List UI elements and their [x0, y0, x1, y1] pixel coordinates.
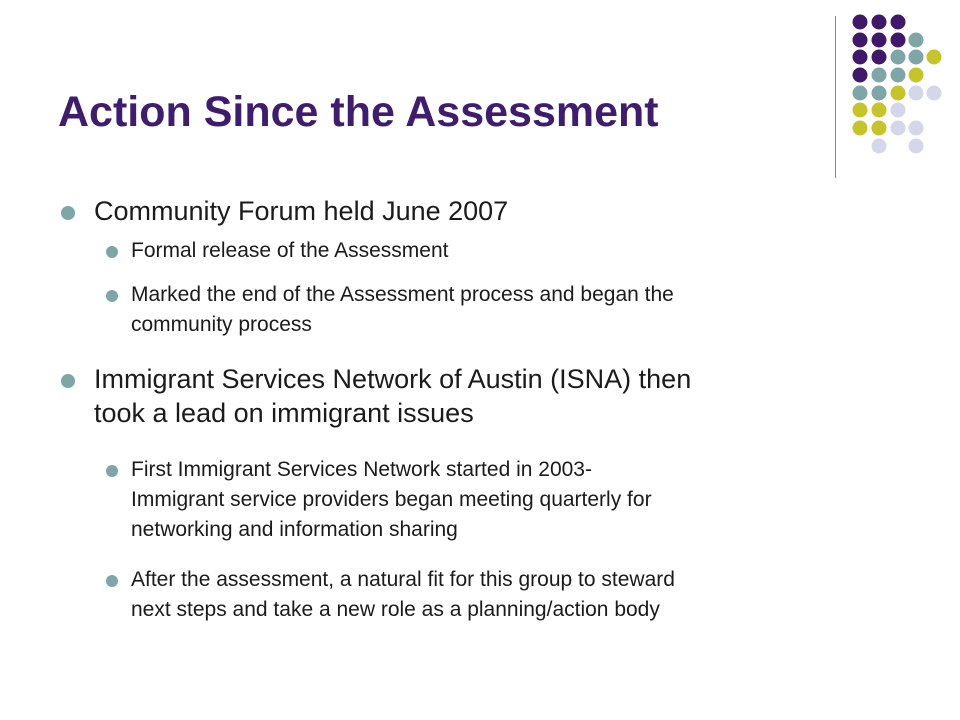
dot — [909, 33, 924, 48]
bullet-icon — [61, 374, 75, 388]
bullet-icon — [61, 206, 75, 220]
decorative-divider — [835, 16, 836, 178]
slide-title: Action Since the Assessment — [58, 88, 659, 136]
sub-bullet-icon — [106, 465, 118, 477]
sub-bullet-icon — [106, 575, 118, 587]
dot — [853, 121, 868, 136]
dot — [891, 103, 906, 118]
dot — [891, 15, 906, 30]
dot — [891, 68, 906, 83]
sub-bullet-icon — [106, 290, 118, 302]
dot — [872, 86, 887, 101]
dot — [909, 139, 924, 154]
dot — [909, 68, 924, 83]
dot — [872, 68, 887, 83]
dot — [872, 33, 887, 48]
sub-bullet-line: Immigrant service providers began meeting quarterly for — [131, 488, 652, 511]
dot — [909, 50, 924, 65]
dot — [853, 15, 868, 30]
dot — [891, 33, 906, 48]
bullet-level-2 — [131, 236, 901, 266]
dot — [853, 50, 868, 65]
bullet-level-1 — [94, 194, 894, 228]
dot — [853, 86, 868, 101]
dot — [853, 68, 868, 83]
dot — [872, 50, 887, 65]
sub-bullet-line: After the assessment, a natural fit for this group to steward — [131, 568, 675, 591]
dot — [872, 103, 887, 118]
sub-bullet-line: networking and information sharing — [131, 518, 458, 541]
dot — [909, 86, 924, 101]
dot — [872, 121, 887, 136]
dot — [872, 15, 887, 30]
dot — [853, 33, 868, 48]
dot — [891, 121, 906, 136]
bullet-level-1 — [94, 362, 894, 430]
bullet-line: Immigrant Services Network of Austin (ISNA) then — [94, 364, 692, 394]
bullet-text: Community Forum held June 2007 — [94, 196, 509, 226]
sub-bullet-line: First Immigrant Services Network started in 2003- — [131, 458, 592, 481]
sub-bullet-line: community process — [131, 313, 312, 336]
sub-bullet-line: Marked the end of the Assessment process and began the — [131, 283, 674, 306]
dot — [927, 50, 942, 65]
dot — [891, 50, 906, 65]
dot — [909, 121, 924, 136]
sub-bullet-text: Formal release of the Assessment — [131, 239, 449, 262]
dot — [891, 86, 906, 101]
dot — [853, 103, 868, 118]
sub-bullet-icon — [106, 246, 118, 258]
sub-bullet-line: next steps and take a new role as a planning/action body — [131, 598, 660, 621]
bullet-line: took a lead on immigrant issues — [94, 398, 474, 428]
bullet-level-2 — [131, 280, 901, 340]
dot — [927, 86, 942, 101]
bullet-level-2 — [131, 455, 901, 545]
bullet-level-2 — [131, 565, 901, 625]
dot — [872, 139, 887, 154]
